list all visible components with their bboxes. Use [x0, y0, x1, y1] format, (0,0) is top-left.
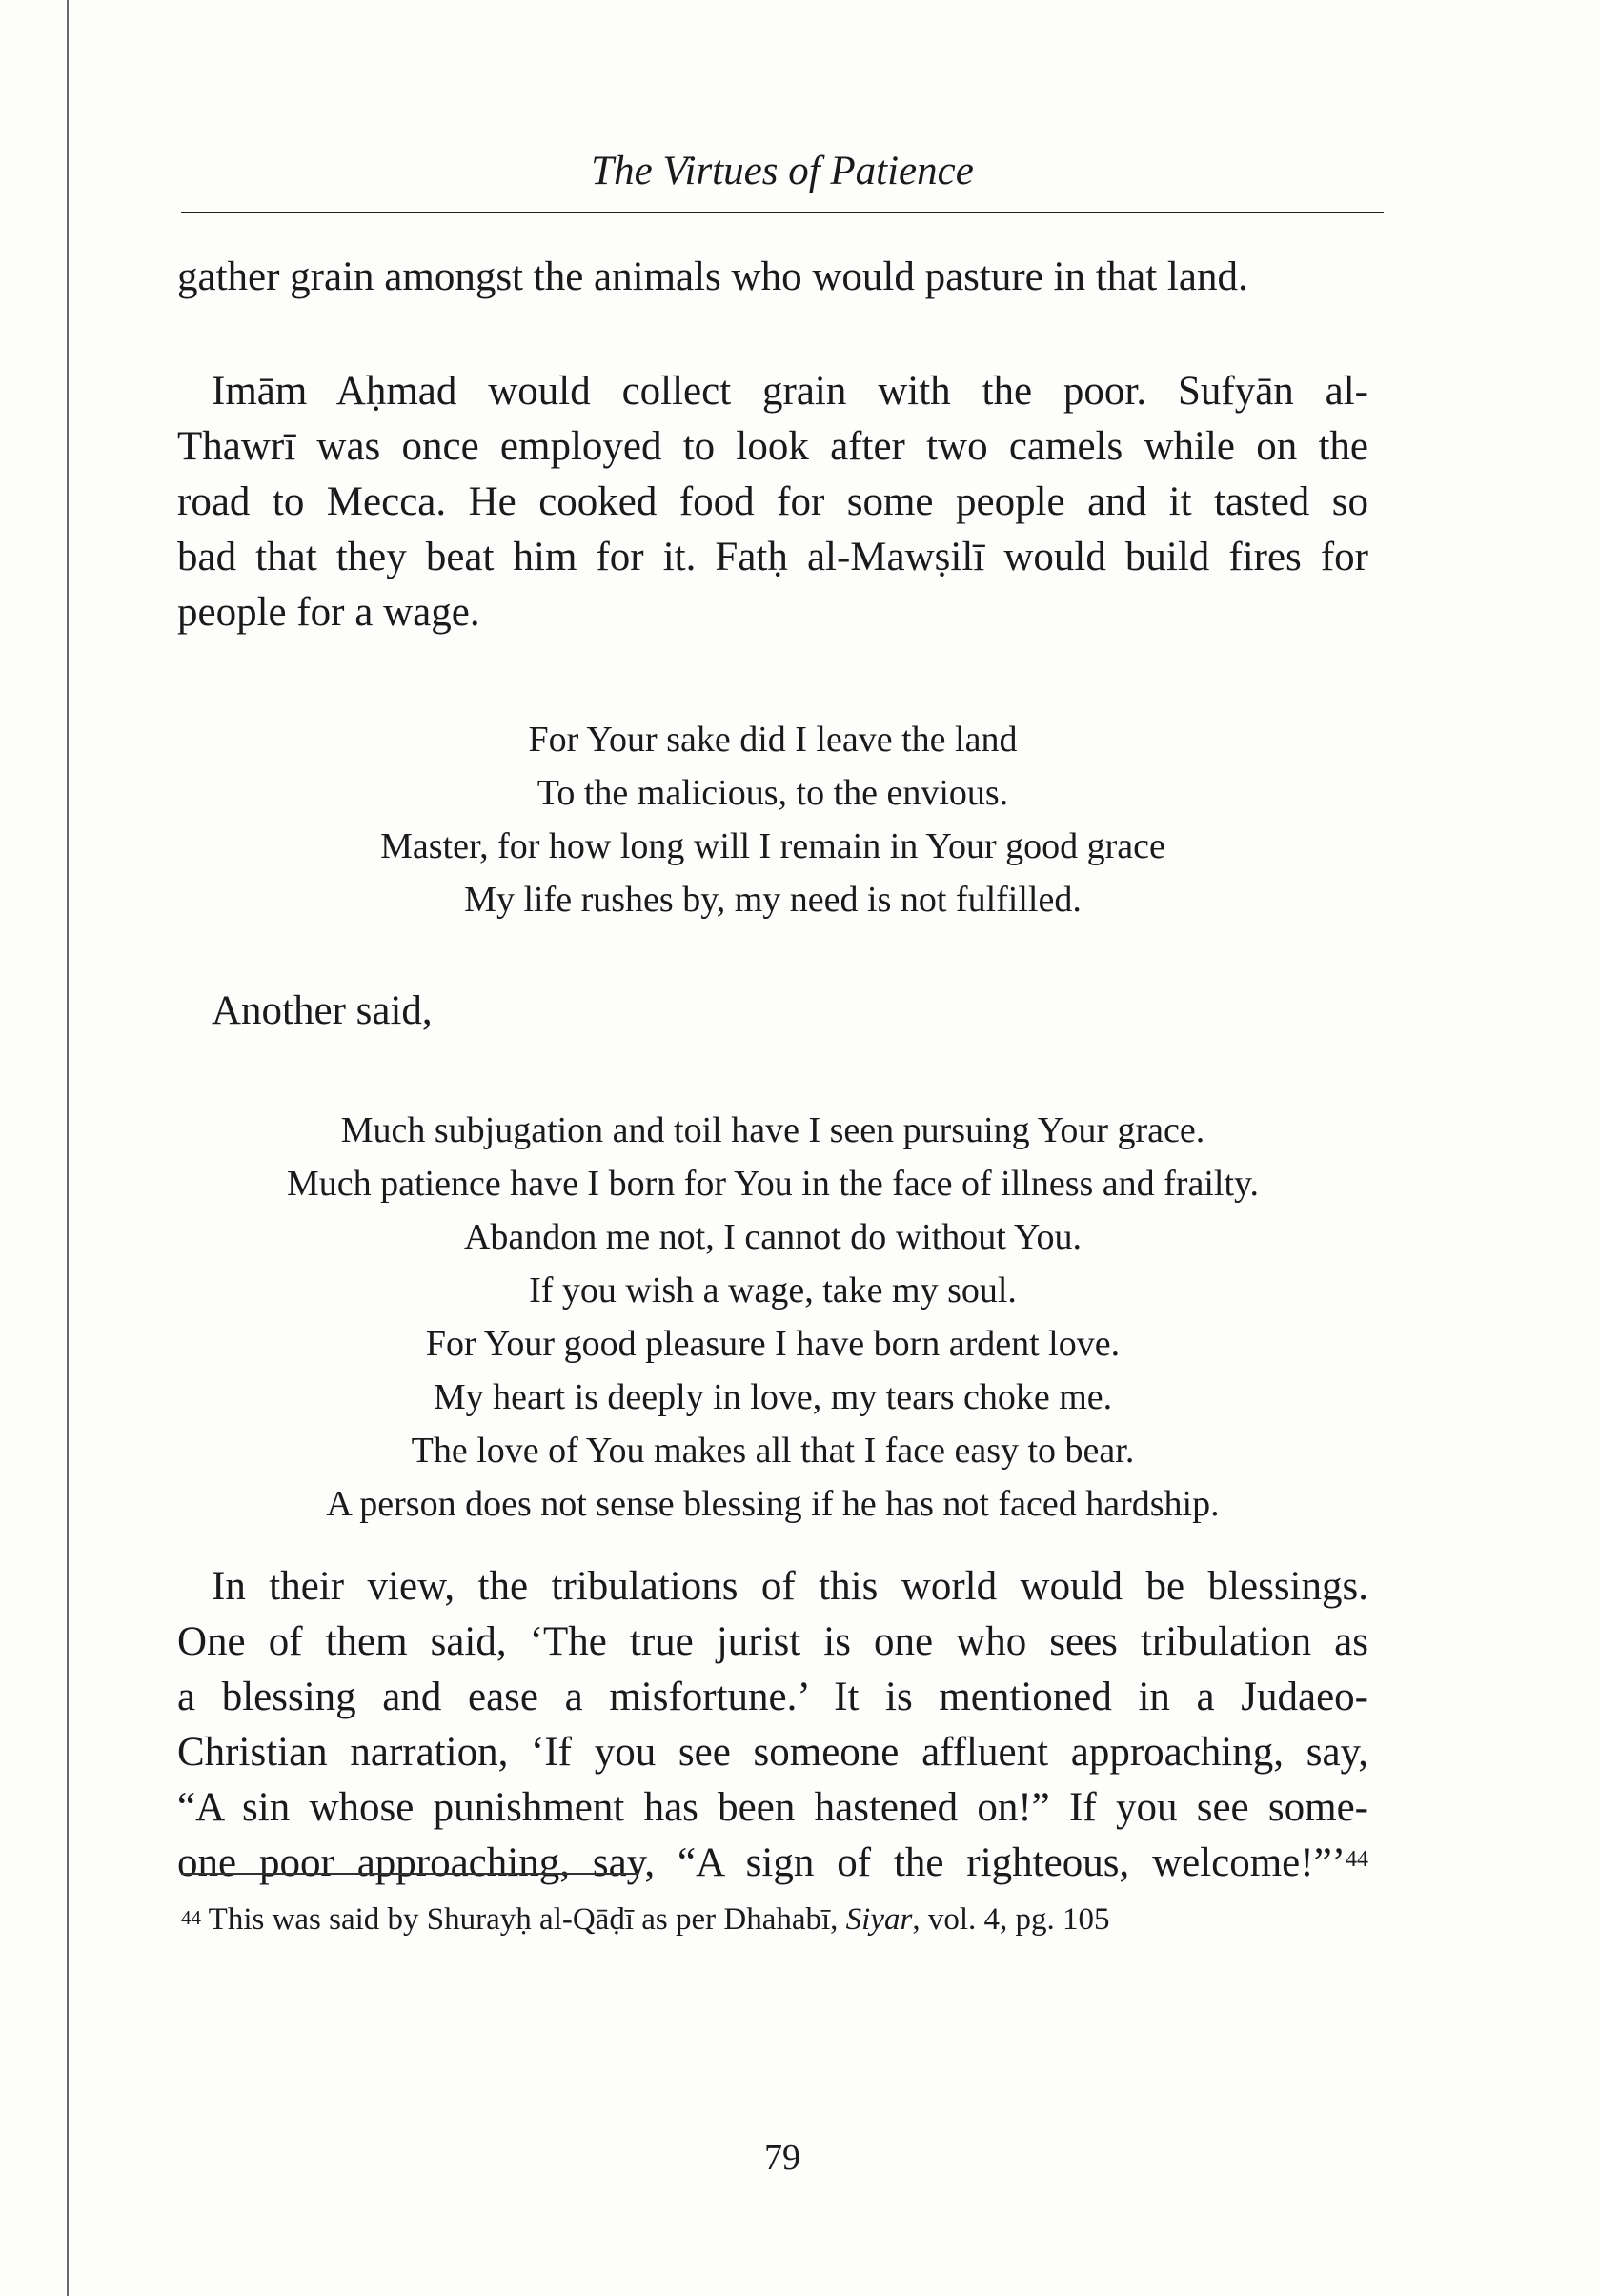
scan-binding-edge: [67, 0, 69, 2296]
text-line: One of them said, ‘The true jurist is one who sees tribulation as: [177, 1619, 1368, 1664]
footnote-reference[interactable]: 44: [1346, 1847, 1368, 1872]
text-line: a blessing and ease a misfortune.’ It is mentioned in a Judaeo-: [177, 1675, 1368, 1719]
verse-block-2: [177, 1104, 1368, 1531]
verse-line: For Your sake did I leave the land: [528, 720, 1018, 760]
verse-line: Much patience have I born for You in the face of illness and frailty.: [286, 1164, 1260, 1204]
text-segment: one poor approaching, say, “A sign of the righteous, welcome!”’: [177, 1840, 1346, 1885]
footnote: [181, 1899, 1372, 1940]
verse-line: Abandon me not, I cannot do without You.: [463, 1217, 1083, 1257]
footnote-rule: [181, 1873, 638, 1875]
running-header-title: The Virtues of Patience: [591, 149, 974, 193]
verse-line: Much subjugation and toil have I seen pursuing Your grace.: [340, 1110, 1205, 1150]
verse-line: If you wish a wage, take my soul.: [529, 1270, 1017, 1311]
verse-line: My life rushes by, my need is not fulfilled.: [464, 880, 1082, 920]
footnote-number: 44: [181, 1906, 201, 1929]
text-line-with-ref: [177, 1836, 1368, 1891]
footnote-book-title: Siyar: [845, 1902, 913, 1937]
verse-line: Master, for how long will I remain in Your good grace: [380, 826, 1165, 866]
text-line: Imām Aḥmad would collect grain with the poor. Sufyān al-: [212, 369, 1368, 414]
text-line: Another said,: [212, 988, 433, 1033]
text-line: bad that they beat him for it. Fatḥ al-Mawṣilī would build fires for: [177, 535, 1368, 579]
text-line: Thawrī was once employed to look after two camels while on the: [177, 424, 1368, 469]
text-line: gather grain amongst the animals who would pasture in that land.: [177, 254, 1248, 299]
verse-line: A person does not sense blessing if he has not faced hardship.: [326, 1484, 1220, 1524]
header-rule: [181, 212, 1384, 213]
paragraph-tribulations: [177, 1559, 1368, 1891]
text-line: In their view, the tribulations of this world would be blessings.: [212, 1564, 1368, 1609]
verse-line: The love of You makes all that I face easy to bear.: [411, 1431, 1135, 1471]
paragraph-ahmad: [177, 364, 1368, 640]
verse-line: To the malicious, to the envious.: [536, 773, 1009, 813]
text-line: people for a wage.: [177, 590, 480, 635]
verse-block-1: [177, 713, 1368, 926]
text-line: road to Mecca. He cooked food for some people and it tasted so: [177, 479, 1368, 524]
paragraph-continuation: [177, 250, 1368, 305]
text-line: Christian narration, ‘If you see someone affluent approaching, say,: [177, 1730, 1368, 1775]
footnote-text: This was said by Shurayḥ al-Qāḍī as per Dhahabī,: [208, 1902, 846, 1937]
paragraph-another-said: [177, 984, 1368, 1039]
text-line: “A sin whose punishment has been hastened on!” If you see some-: [177, 1785, 1368, 1830]
page-number: 79: [764, 2138, 800, 2178]
verse-line: For Your good pleasure I have born ardent love.: [425, 1324, 1121, 1364]
footnote-citation: , vol. 4, pg. 105: [912, 1902, 1110, 1937]
verse-line: My heart is deeply in love, my tears choke me.: [433, 1377, 1113, 1417]
